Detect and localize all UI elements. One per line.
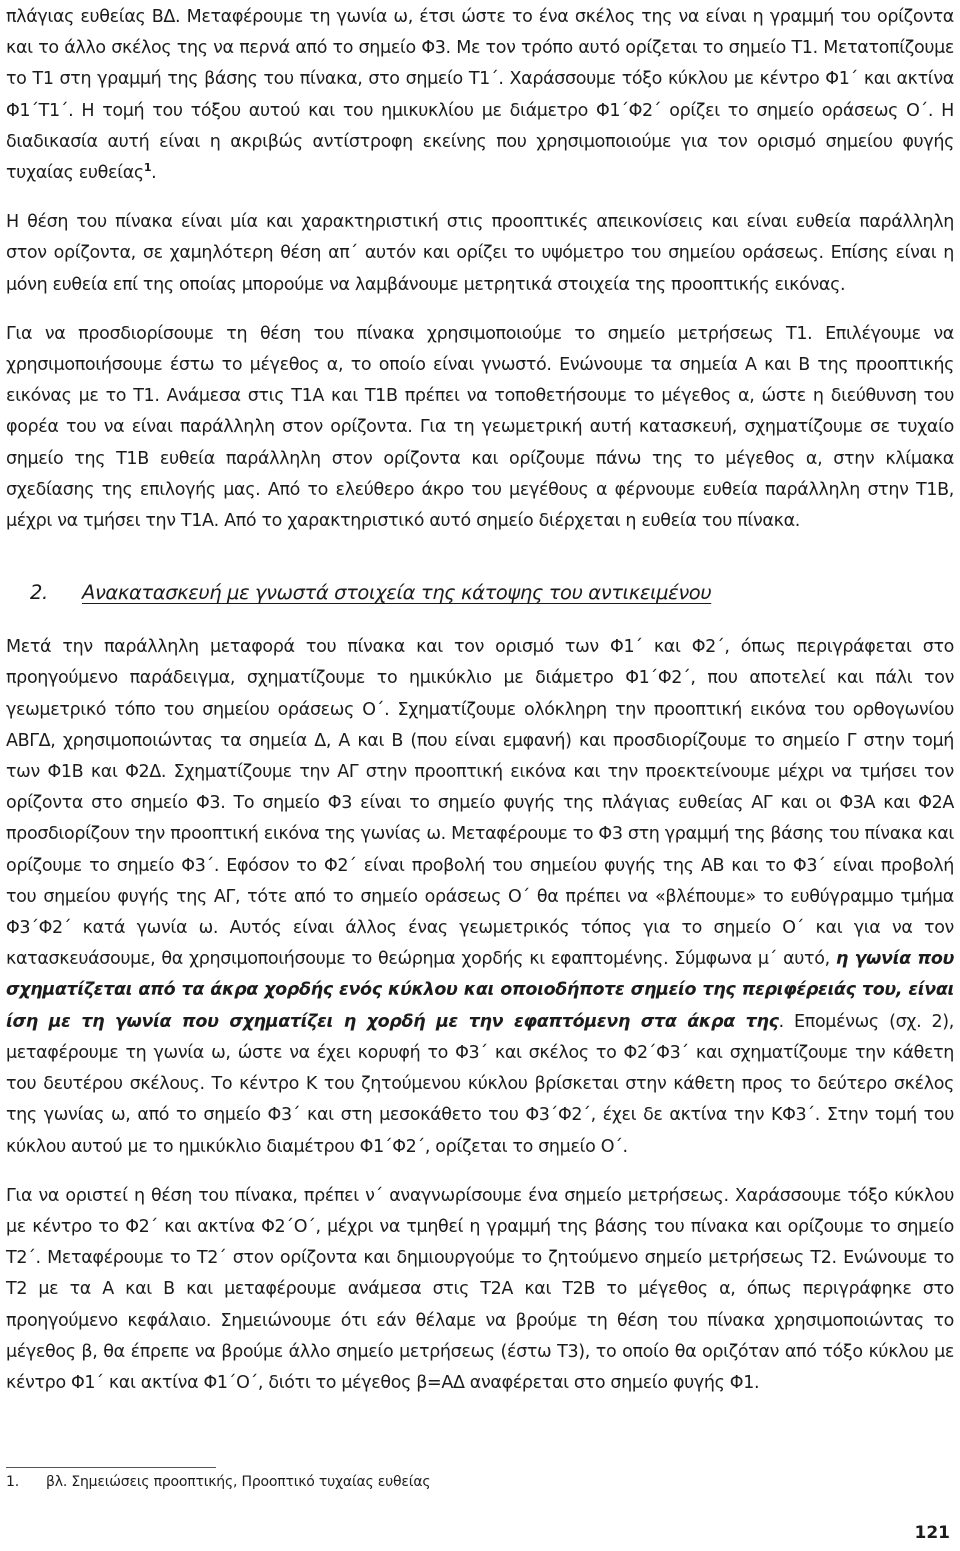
section-title: Ανακατασκευή με γνωστά στοιχεία της κάτοψης του αντικειμένου <box>82 581 712 605</box>
section-heading <box>6 581 954 604</box>
footnote-number: 1. <box>6 1474 19 1490</box>
footnote-reference[interactable]: 1 <box>143 161 152 175</box>
footnote <box>6 1474 430 1490</box>
page-number: 121 <box>914 1523 950 1543</box>
page-body <box>6 0 954 1399</box>
footnote-text: βλ. Σημειώσεις προοπτικής, Προοπτικό τυχαίας ευθείας <box>46 1474 431 1490</box>
paragraph-picture-position: Για να οριστεί η θέση του πίνακα, πρέπει ν΄ αναγνωρίσουμε ένα σημείο μετρήσεως. Χαράσσουμε τόξο κύκλου με κέντρο το Φ2΄ και ακτίνα Φ2΄Ο΄, μέχρι να τμηθεί η γραμμή της βάσης του πίνακα και ορίζουμε το σημείο Τ2΄. Μεταφέρουμε το Τ2΄ στον ορίζοντα και δημιουργούμε το ζητούμενο σημείο μετρήσεως Τ2. Ενώνουμε το Τ2 με τα Α και Β και μεταφέρουμε ανάμεσα στις Τ2Α και Τ2Β το μέγεθος α, όπως περιγράφηκε στο προηγούμενο κεφάλαιο. Σημειώνουμε ότι εάν θέλαμε να βρούμε τη θέση του πίνακα χρησιμοποιώντας το μέγεθος β, θα έπρεπε να βρούμε άλλο σημείο μετρήσεως (έστω Τ3), το οποίο θα οριζόταν από τόξο κύκλου με κέντρο Φ1΄ και ακτίνα Φ1΄Ο΄, διότι το μέγεθος β=ΑΔ αναφέρεται στο σημείο φυγής Φ1. <box>6 1185 954 1393</box>
paragraph-tail: . <box>151 163 157 184</box>
theorem-emphasis: η γωνία που σχηματίζεται από τα άκρα χορδής ενός κύκλου και οποιοδήποτε σημείο της περιφέρειάς του, είναι ίση με τη γωνία που σχηματίζει η χορδή με την εφαπτόμενη στα άκρα της <box>6 949 954 1032</box>
paragraph-measuring-point: Για να προσδιορίσουμε τη θέση του πίνακα χρησιμοποιούμε το σημείο μετρήσεως Τ1. Επιλέγουμε να χρησιμοποιήσουμε έστω το μέγεθος α, το οποίο είναι γνωστό. Ενώνουμε τα σημεία Α και Β της προοπτικής εικόνας με το Τ1. Ανάμεσα στις Τ1Α και Τ1Β πρέπει να τοποθετήσουμε το μέγεθος α, ώστε η διεύθυνση του φορέα του να είναι παράλληλη στον ορίζοντα. Για τη γεωμετρική αυτή κατασκευή, σχηματίζουμε σε τυχαίο σημείο της Τ1Β ευθεία παράλληλη στον ορίζοντα και ορίζουμε πάνω της το μέγεθος α, στην κλίμακα σχεδίασης της επιλογής μας. Από το ελεύθερο άκρο του μεγέθους α φέρνουμε ευθεία παράλληλη στην Τ1Β, μέχρι να τμήσει την Τ1Α. Από το χαρακτηριστικό αυτό σημείο διέρχεται η ευθεία του πίνακα. <box>6 323 954 532</box>
paragraph-continuation <box>6 2 954 189</box>
paragraph-reconstruction <box>6 632 954 1162</box>
paragraph-text: πλάγιας ευθείας ΒΔ. Μεταφέρουμε τη γωνία ω, έτσι ώστε το ένα σκέλος της να είναι η γραμμή του ορίζοντα και το άλλο σκέλος της να περνά από το σημείο Φ3. Με τον τρόπο αυτό ορίζεται το σημείο Τ1. Μετατοπίζουμε το Τ1 στη γραμμή της βάσης του πίνακα, στο σημείο Τ1΄. Χαράσσουμε τόξο κύκλου με κέντρο Φ1΄ και ακτίνα Φ1΄Τ1΄. Η τομή του τόξου αυτού και του ημικυκλίου με διάμετρο Φ1΄Φ2΄ ορίζει το σημείο οράσεως Ο΄. Η διαδικασία αυτή είναι η ακριβώς αντίστροφη εκείνης που χρησιμοποιούμε για τον ορισμό σημείου φυγής τυχαίας ευθείας <box>6 7 954 184</box>
paragraph-text: . Επομένως (σχ. 2), μεταφέρουμε τη γωνία ω, ώστε να έχει κορυφή το Φ3΄ και σκέλος το Φ2΄Φ3΄ και σχηματίζουμε την κάθετη του δευτέρου σκέλους. Το κέντρο Κ του ζητούμενου κύκλου βρίσκεται στην κάθετη προς το δεύτερο σκέλος της γωνίας ω, από το σημείο Φ3΄ και στη μεσοκάθετο του Φ3΄Φ2΄, έχει δε ακτίνα την ΚΦ3΄. Στην τομή του κύκλου αυτού με το ημικύκλιο διαμέτρου Φ1΄Φ2΄, ορίζεται το σημείο Ο΄. <box>6 1011 954 1157</box>
paragraph-text: Μετά την παράλληλη μεταφορά του πίνακα και τον ορισμό των Φ1΄ και Φ2΄, όπως περιγράφεται στο προηγούμενο παράδειγμα, σχηματίζουμε το ημικύκλιο με διάμετρο Φ1΄Φ2΄, που αποτελεί και πάλι τον γεωμετρικό τόπο του σημείου οράσεως Ο΄. Σχηματίζουμε ολόκληρη την προοπτική εικόνα του ορθογωνίου ΑΒΓΔ, χρησιμοποιώντας τα σημεία Δ, Α και Β (που είναι εμφανή) και προσδιορίζουμε το σημείο Γ στην τομή των Φ1Β και Φ2Δ. Σχηματίζουμε την ΑΓ στην προοπτική εικόνα και την προεκτείνουμε μέχρι να τμήσει τον ορίζοντα στο σημείο Φ3. Το σημείο Φ3 είναι το σημείο φυγής της πλάγιας ευθείας ΑΓ και οι Φ3Α και Φ2Α προσδιορίζουν την προοπτική εικόνα της γωνίας ω. Μεταφέρουμε το Φ3 στη γραμμή της βάσης του πίνακα και ορίζουμε το σημείο Φ3΄. Εφόσον το Φ2΄ είναι προβολή του σημείου φυγής της ΑΒ και το Φ3΄ είναι προβολή του σημείου φυγής της ΑΓ, τότε από το σημείο οράσεως Ο΄ θα πρέπει να «βλέπουμε» το ευθύγραμμο τμήμα Φ3΄Φ2΄ κατά γωνία ω. Αυτός είναι άλλος ένας γεωμετρικός τόπος για το σημείο Ο΄ και για να τον κατασκευάσουμε, θα χρησιμοποιήσουμε το θεώρημα χορδής κι εφαπτομένης. Σύμφωνα μ΄ αυτό, <box>6 637 954 970</box>
paragraph-picture-plane: Η θέση του πίνακα είναι μία και χαρακτηριστική στις προοπτικές απεικονίσεις και είναι ευθεία παράλληλη στον ορίζοντα, σε χαμηλότερη θέση απ΄ αυτόν και ορίζει το υψόμετρο του σημείου οράσεως. Επίσης είναι η μόνη ευθεία επί της οποίας μπορούμε να λαμβάνουμε μετρητικά στοιχεία της προοπτικής εικόνας. <box>6 212 954 295</box>
section-number: 2. <box>30 581 48 605</box>
footnote-divider <box>6 1467 216 1468</box>
